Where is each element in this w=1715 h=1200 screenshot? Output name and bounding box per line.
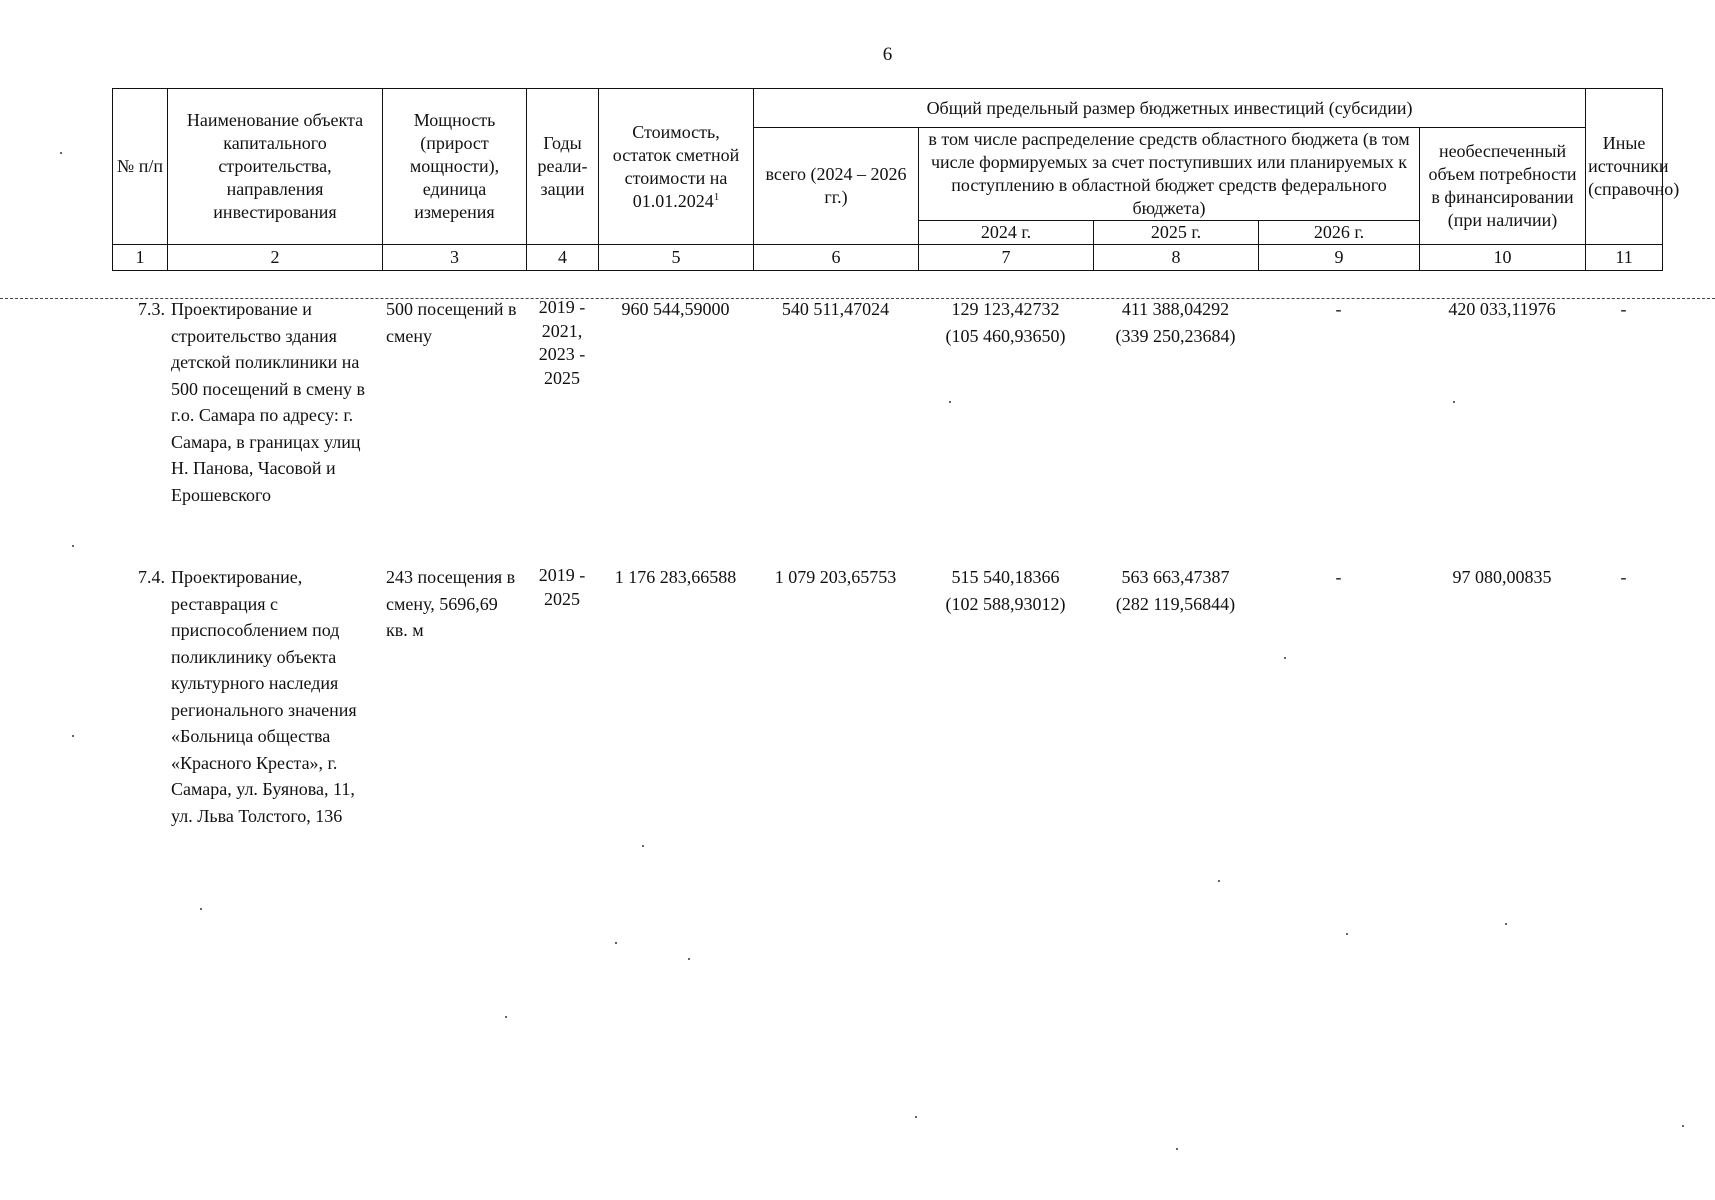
amount-2025-value: 411 388,04292 [1121,299,1230,319]
amount-2025 [1093,296,1258,508]
scan-speck [688,958,690,960]
scan-speck [949,401,951,403]
col-number-4: 4 [527,245,599,271]
header-col-years: Годы реали-зации [527,89,599,245]
amount-2026: - [1335,567,1342,587]
col-number-10: 10 [1420,245,1586,271]
col-number-2: 2 [168,245,383,271]
amount-2025-federal: (282 119,56844) [1115,593,1236,614]
amount-2024-federal: (105 460,93650) [945,325,1066,346]
unfunded: 97 080,00835 [1452,567,1552,587]
scan-speck [1284,657,1286,659]
row-number: 7.3. [138,299,165,319]
total: 540 511,47024 [781,299,890,319]
header-group-budget: Общий предельный размер бюджетных инвестиций (субсидии) [754,89,1586,128]
scan-speck [1218,880,1220,882]
amount-2024-value: 515 540,18366 [951,567,1060,587]
page-number: 6 [882,44,893,65]
other-sources: - [1620,567,1627,587]
col-number-5: 5 [599,245,754,271]
header-col-name: Наименование объекта капитального строительства, направления инвестирования [168,89,383,245]
header-col-cost [599,89,754,245]
col-number-11: 11 [1586,245,1663,271]
scan-speck [1682,1125,1684,1127]
capacity: 500 посещений в смену [386,299,517,346]
cost: 960 544,59000 [621,299,730,319]
col-number-1: 1 [113,245,168,271]
row-number: 7.4. [138,567,165,587]
scan-speck [642,845,644,847]
header-col-unfunded: необеспеченный объем потребности в финансировании (при наличии) [1420,128,1586,245]
scan-speck [1505,923,1507,925]
scan-speck [915,1116,917,1118]
amount-2024 [918,564,1093,829]
amount-2024-value: 129 123,42732 [951,299,1060,319]
header-subgroup-distribution: в том числе распределение средств областного бюджета (в том числе формируемых за счет поступивших или планируемых к поступлению в областной бюджет средств федерального бюджета) [919,128,1420,221]
col-number-8: 8 [1094,245,1259,271]
scan-speck [1453,401,1455,403]
scan-speck [72,735,74,737]
scan-speck [615,942,617,944]
amount-2024-federal: (102 588,93012) [945,593,1066,614]
cost: 1 176 283,66588 [614,567,737,587]
header-col-other-sources: Иные источники (справочно) [1586,89,1663,245]
amount-2026: - [1335,299,1342,319]
col-number-7: 7 [919,245,1094,271]
scan-speck [505,1016,507,1018]
header-col-2026: 2026 г. [1259,221,1420,245]
header-col-capacity: Мощность (прирост мощности), единица измерения [383,89,527,245]
amount-2025-federal: (339 250,23684) [1115,325,1236,346]
header-col-2025: 2025 г. [1094,221,1259,245]
scan-speck [72,545,74,547]
col-number-3: 3 [383,245,527,271]
amount-2025-value: 563 663,47387 [1121,567,1230,587]
header-col-cost-text: Стоимость, остаток сметной стоимости на 01.01.2024 [612,121,740,211]
years: 2019 - 2021, 2023 - 2025 [538,297,586,388]
amount-2024 [918,296,1093,508]
table-row [112,296,1662,508]
table-header [112,88,1680,271]
scan-speck [200,908,202,910]
object-name: Проектирование, реставрация с приспособлением под поликлинику объекта культурного наследия регионального значения «Больница общества «Красного Креста», г. Самара, ул. Буянова, 11, ул. Льва Толстого, 136 [171,567,357,826]
total: 1 079 203,65753 [774,567,897,587]
other-sources: - [1620,299,1627,319]
header-col-total: всего (2024 – 2026 гг.) [754,128,919,245]
header-col-number: № п/п [113,89,168,245]
object-name: Проектирование и строительство здания детской поликлиники на 500 посещений в смену в г.о. Самара по адресу: г. Самара, в границах улиц Н. Панова, Часовой и Ерошевского [171,299,366,505]
scan-speck [1176,1148,1178,1150]
unfunded: 420 033,11976 [1448,299,1556,319]
col-number-9: 9 [1259,245,1420,271]
capacity: 243 посещения в смену, 5696,69 кв. м [386,567,516,640]
scan-speck [60,152,62,154]
header-col-2024: 2024 г. [919,221,1094,245]
table-row [112,564,1662,829]
col-number-6: 6 [754,245,919,271]
scan-speck [1346,933,1348,935]
footnote-marker: 1 [713,190,720,203]
years: 2019 - 2025 [538,565,586,609]
amount-2025 [1093,564,1258,829]
